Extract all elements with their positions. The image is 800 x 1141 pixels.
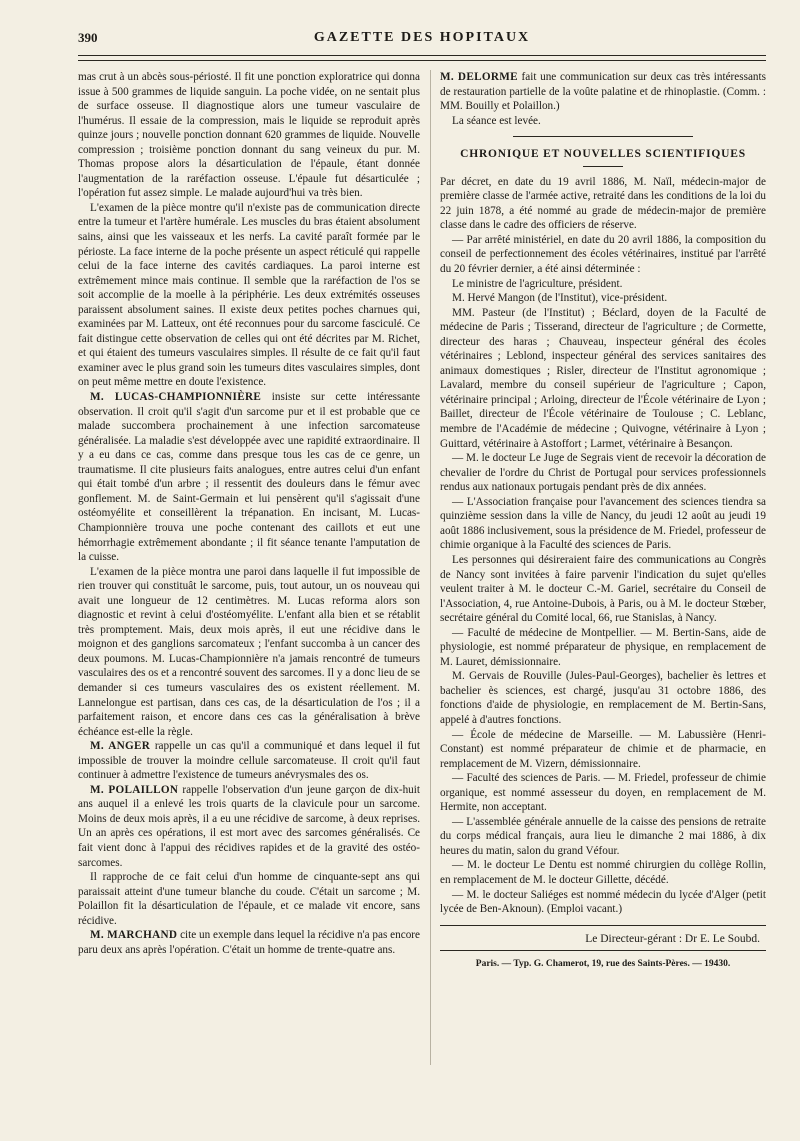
paragraph xyxy=(78,390,420,565)
paragraph xyxy=(440,233,766,277)
heading-underline xyxy=(583,166,623,167)
paragraph xyxy=(440,858,766,887)
footer-rule-bottom xyxy=(440,950,766,951)
paragraph-text: Il rapproche de ce fait celui d'un homme de cinquante-sept ans qui paraissait atteint d'une tumeur blanche du coude. C'était un sarcome ; M. Polaillon fit la désarticulation de l'épaule, et ce malade vit encore, sans récidive. xyxy=(78,871,420,927)
paragraph xyxy=(78,739,420,783)
paragraph xyxy=(440,669,766,727)
speaker-name: M. MARCHAND xyxy=(90,929,178,942)
paragraph xyxy=(440,771,766,815)
paragraph-text: — L'Association française pour l'avancement des sciences tiendra sa quinzième session dans la ville de Nancy, du jeudi 12 août au jeudi 19 août 1886 inclusivement, sous la présidence de M. Friedel, professeur de chimie organique à la Faculté des sciences de Paris. xyxy=(440,495,766,552)
director-signature: Le Directeur-gérant : Dr E. Le Soubd. xyxy=(585,932,760,945)
paragraph-text: M. Gervais de Rouville (Jules-Paul-Georges), bachelier ès lettres et bachelier ès sciences, est chargé, jusqu'au 31 octobre 1886, des fonctions d'aide de physiologie, en remplacement de M. Bertin-Sans, appelé à d'autres fonctions. xyxy=(440,670,766,726)
paragraph-text: — M. le docteur Le Dentu est nommé chirurgien du collège Rollin, en remplacement de M. le docteur Gillette, décédé. xyxy=(440,859,766,886)
paragraph xyxy=(440,553,766,626)
section-divider xyxy=(513,136,693,137)
column-separator xyxy=(430,70,431,1065)
speaker-name: M. LUCAS-CHAMPIONNIÈRE xyxy=(90,391,262,404)
paragraph xyxy=(440,70,766,114)
paragraph xyxy=(440,114,766,129)
speaker-name: M. POLAILLON xyxy=(90,783,179,796)
paragraph-text: — L'assemblée générale annuelle de la caisse des pensions de retraite du corps médical français, aura lieu le dimanche 2 mai 1886, à dix heures du matin, salon du grand Véfour. xyxy=(440,815,766,857)
paragraph xyxy=(78,870,420,928)
paragraph-text: L'examen de la pièce montre qu'il n'existe pas de communication directe entre la tumeur et l'artère humérale. Les muscles du bras étaient absolument sains, ainsi que les vaisseaux et les nerfs. La cavité paraît formée par le périoste. La face interne de la poche présente un aspect réticulé qui rappelle celui de la face interne des cavités cardiaques. La paroi interne est extrêmement mince mais continue. Il semble que la raréfaction de l'os se soit accomplie de la moelle à la périphérie. Les deux extrémités osseuses paraissent absolument saines. Il existe deux petites poches charnues qui, examinées par M. Latteux, ont été reconnues pour du sarcome fasciculé. Ce fait distingue cette observation de celles qui ont été décrites par M. Richet, et qui étaient des tumeurs vasculaires simples. Il résulte de ce fait qu'il faut examiner avec le plus grand soin les tumeurs dites vasculaires simples, dont on peut même mettre en doute l'existence. xyxy=(78,201,420,389)
news-items xyxy=(440,175,766,917)
paragraph xyxy=(440,495,766,553)
paragraph xyxy=(440,728,766,772)
page-header xyxy=(78,28,766,58)
paragraph xyxy=(78,70,420,201)
paragraph-text: — École de médecine de Marseille. — M. Labussière (Henri-Constant) est nommé préparateur de chimie et de pharmacie, en remplacement de M. Vizern, démissionnaire. xyxy=(440,728,766,770)
page-number: 390 xyxy=(78,30,98,45)
paragraph xyxy=(78,928,420,957)
paragraph-text: — Faculté de médecine de Montpellier. — M. Bertin-Sans, aide de physiologie, est nommé préparateur de physique, en remplacement de M. Lauret, démissionnaire. xyxy=(440,626,766,668)
paragraph-text: MM. Pasteur (de l'Institut) ; Béclard, doyen de la Faculté de médecine de Paris ; Tisserand, directeur de l'agriculture ; de Cormette, directeur des haras ; Chauveau, inspecteur général des écoles vétérinaires ; Leblond, inspecteur général des services sanitaires des animaux domestiques ; Risler, directeur de l'Institut agronomique ; Lavalard, membre du conseil supérieur de l'agriculture ; Capon, vétérinaire principal ; Arloing, directeur de l'École vétérinaire de Lyon ; Baillet, directeur de l'École vétérinaire de Toulouse ; C. Leblanc, membre de l'Académie de médecine ; Quivogne, vétérinaire à Lyon ; Guittard, vétérinaire à Astoffort ; Larmet, vétérinaire à Besançon. xyxy=(440,306,766,450)
paragraph-text: fait une communication sur deux cas très intéressants de restauration partielle de la voûte palatine et de rhinoplastie. (Comm. : MM. Bouilly et Polaillon.) xyxy=(440,71,766,113)
right-column xyxy=(440,70,766,972)
paragraph xyxy=(440,277,766,292)
paragraph-text: — M. le docteur Saliéges est nommé médecin du lycée d'Alger (petit lycée de Ben-Aknoun). (Emploi vacant.) xyxy=(440,888,766,916)
paragraph xyxy=(78,783,420,870)
paragraph-text: mas crut à un abcès sous-périosté. Il fit une ponction exploratrice qui donna issue à 500 grammes de liquide sanguin. La poche vidée, on ne sentait plus de surface osseuse. Il diagnostique alors une tumeur vasculaire de l'humérus. Il essaie de la compression, mais le liquide se reproduit après quinze jours ; nouvelle ponction donnant 620 grammes de liquide. Nouvelle compression ; troisième ponction donnant du sang veineux du pur. M. Thomas propose alors la désarticulation de l'épaule, étant donnée l'augmentation de la raréfaction osseuse. L'épaule fut désarticulée ; l'opération fut assez simple. Le malade aujourd'hui va très bien. xyxy=(78,71,420,200)
paragraph-text: rappelle un cas qu'il a communiqué et dans lequel il fut impossible de trouver la moindre cellule sarcomateuse. Il croit qu'il faut continuer à admettre l'existence de tumeurs anévrysmales des os. xyxy=(78,740,421,782)
paragraph xyxy=(440,888,766,917)
header-rule xyxy=(78,55,766,61)
paragraph xyxy=(440,451,766,495)
left-column xyxy=(78,70,420,957)
running-title: GAZETTE DES HOPITAUX xyxy=(313,30,531,45)
paragraph-text: rappelle l'observation d'un jeune garçon de dix-huit ans auquel il a enlevé les trois quarts de la clavicule pour un sarcome. Moins de deux mois après, il a eu une récidive de sarcome, à deux reprises. Un an après ces opérations, il est mort avec des sarcomes généralisés. Ce fait vient donc à l'appui des récidives rapides et de la gravité des ostéo-sarcomes. xyxy=(78,783,420,869)
paragraph xyxy=(440,626,766,670)
paragraph-text: — Par arrêté ministériel, en date du 20 avril 1886, la composition du conseil de perfectionnement des écoles vétérinaires, institué par l'arrêté du 20 février dernier, a été ainsi déterminée : xyxy=(440,233,766,276)
paragraph-text: — Faculté des sciences de Paris. — M. Friedel, professeur de chimie organique, est nommé assesseur du doyen, en remplacement de M. Hermite, non acceptant. xyxy=(440,772,766,814)
paragraph-text: Par décret, en date du 19 avril 1886, M. Naïl, médecin-major de première classe de l'armée active, retraité dans les conditions de la loi du 22 juin 1878, a été nommé au grade de médecin-major de première classe dans le cadre des officiers de réserve. xyxy=(440,175,766,232)
paragraph-text: Le ministre de l'agriculture, président. xyxy=(452,277,623,290)
paragraph xyxy=(78,201,420,390)
paragraph-text: insiste sur cette intéressante observation. Il croit qu'il s'agit d'un sarcome pur et il est probable que ce malade succombera prochainement à une infection sarcomateuse généralisée. La maladie s'est développée avec une rapidité extraordinaire. Il y a eu dans ce cas, comme dans presque tous les cas de ce genre, un traumatisme. Il cite plusieurs faits analogues, entre autres celui d'un enfant qui était tombé d'un arbre ; il ressentit des douleurs dans le fémur avec gonflement. M. de Saint-Germain et lui pensèrent qu'il s'agissait d'une ostéomyélite et conseillèrent la trépanation. En incisant, M. Lucas-Championnière trouva une poche contenant des caillots et eut une hémorrhagie extrêmement abondante ; il fit séance tenante l'amputation de la cuisse. xyxy=(78,391,420,564)
paragraph xyxy=(440,175,766,233)
paragraph xyxy=(440,815,766,859)
paragraph xyxy=(78,565,420,740)
paragraph-text: La séance est levée. xyxy=(452,114,541,127)
paragraph-text: — M. le docteur Le Juge de Segrais vient de recevoir la décoration de chevalier de l'ordre du Christ de Portugal pour services professionnels rendus aux nationaux portugais pendant près de dix années. xyxy=(440,452,766,494)
paragraph xyxy=(440,306,766,451)
paragraph-text: L'examen de la pièce montra une paroi dans laquelle il fut impossible de rien trouver qui constituât le sarcome, puis, tout autour, un os nouveau qui avait une longueur de 12 centimètres. M. Lucas reforma alors son diagnostic et revint à celui d'ostéomyélite. L'enfant alla bien et se rétablit très promptement. Mais, deux mois après, il eut une récidive dans le moignon et des ganglions sarcomateux ; l'enfant succomba à un cancer des deux poumons. M. Lucas-Championnière n'a jamais rencontré de tumeurs vasculaires des os et a rencontré souvent des sarcomes. Il y a donc lieu de se demander si ces tumeurs vasculaires des os existent réellement. M. Lannelongue est partisan, dans ces cas, de la désarticulation de l'os ; il a parfaitement raison, et encore dans ces cas la généralisation à brève échéance est-elle la règle. xyxy=(78,565,420,738)
paragraph xyxy=(440,291,766,306)
printer-imprint: Paris. — Typ. G. Chamerot, 19, rue des Saints-Pères. — 19430. xyxy=(475,959,731,970)
paragraph-text: cite un exemple dans lequel la récidive n'a pas encore paru deux ans après l'opération. C'était un homme de trente-quatre ans. xyxy=(78,929,420,956)
speaker-name: M. DELORME xyxy=(440,71,518,83)
section-heading: CHRONIQUE ET NOUVELLES SCIENTIFIQUES xyxy=(460,148,746,161)
speaker-name: M. ANGER xyxy=(90,740,151,753)
footer-rule xyxy=(440,925,766,926)
right-column-top xyxy=(440,70,766,128)
paragraph-text: M. Hervé Mangon (de l'Institut), vice-président. xyxy=(452,292,668,305)
paragraph-text: Les personnes qui désireraient faire des communications au Congrès de Nancy sont invitées à faire parvenir l'indication du sujet qu'elles veulent traiter à M. le docteur C.-M. Gariel, secrétaire du Conseil de l'Association, 4, rue Antoine-Dubois, à Paris, ou à M. le docteur Stœber, secrétaire général du Comité local, 66, rue Stanislas, à Nancy. xyxy=(440,553,766,625)
